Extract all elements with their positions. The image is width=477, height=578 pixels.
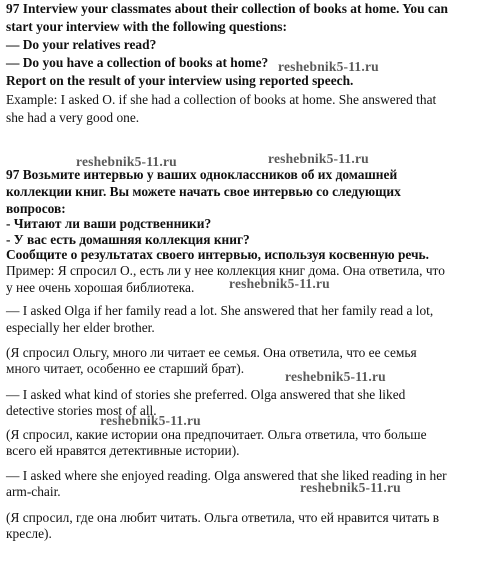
task-ru-question-2: - У вас есть домашняя коллекция книг?	[6, 232, 250, 247]
answer-3-ru-line-2: кресле).	[6, 526, 52, 541]
task-ru-line-2: коллекции книг. Вы можете начать свое интервью со следующих	[6, 184, 401, 199]
task-en-example-1: Example: I asked O. if she had a collection of books at home. She answered that	[6, 92, 437, 107]
answer-1-ru-line-1: (Я спросил Ольгу, много ли читает ее семья. Она ответила, что ее семья	[6, 345, 417, 360]
task-en-question-2: — Do you have a collection of books at home?	[6, 55, 269, 70]
watermark: reshebnik5-11.ru	[268, 151, 369, 166]
task-ru-example-2: у нее очень хорошая библиотека.	[6, 280, 195, 295]
answer-2-ru-line-2: всего ей нравятся детективные истории).	[6, 443, 240, 458]
task-ru-question-1: - Читают ли ваши родственники?	[6, 216, 212, 231]
task-ru-example-1: Пример: Я спросил О., есть ли у нее коллекция книг дома. Она ответила, что	[6, 263, 445, 278]
watermark: reshebnik5-11.ru	[76, 154, 177, 169]
answer-2-en-line-1: — I asked what kind of stories she preferred. Olga answered that she liked	[6, 387, 406, 402]
answer-3-ru-line-1: (Я спросил, где она любит читать. Ольга ответила, что ей нравится читать в	[6, 510, 440, 525]
answer-2-ru-line-1: (Я спросил, какие истории она предпочитает. Ольга ответила, что больше	[6, 427, 427, 442]
answer-1-en-line-2: especially her elder brother.	[6, 320, 155, 335]
task-en-question-1: — Do your relatives read?	[6, 37, 157, 52]
answer-1-ru-line-2: много читает, особенно ее старший брат).	[6, 361, 245, 376]
watermark: reshebnik5-11.ru	[300, 480, 401, 495]
watermark: reshebnik5-11.ru	[278, 59, 379, 74]
answer-2-en-line-2: detective stories most of all.	[6, 403, 157, 418]
task-en-report: Report on the result of your interview using reported speech.	[6, 73, 354, 88]
task-en-example-2: she had a very good one.	[6, 110, 140, 125]
watermark: reshebnik5-11.ru	[100, 413, 201, 428]
task-en-line-2: start your interview with the following questions:	[6, 19, 287, 34]
watermark: reshebnik5-11.ru	[229, 276, 330, 291]
task-en-line-1: 97 Interview your classmates about their collection of books at home. You can	[6, 1, 448, 16]
answer-3-en-line-1: — I asked where she enjoyed reading. Olga answered that she liked reading in her	[6, 468, 447, 483]
answer-1-en-line-1: — I asked Olga if her family read a lot. She answered that her family read a lot,	[6, 303, 434, 318]
task-ru-line-3: вопросов:	[6, 201, 66, 216]
task-ru-report: Сообщите о результатах своего интервью, используя косвенную речь.	[6, 247, 429, 262]
task-ru-line-1: 97 Возьмите интервью у ваших одноклассников об их домашней	[6, 167, 398, 182]
watermark: reshebnik5-11.ru	[285, 369, 386, 384]
answer-3-en-line-2: arm-chair.	[6, 484, 61, 499]
